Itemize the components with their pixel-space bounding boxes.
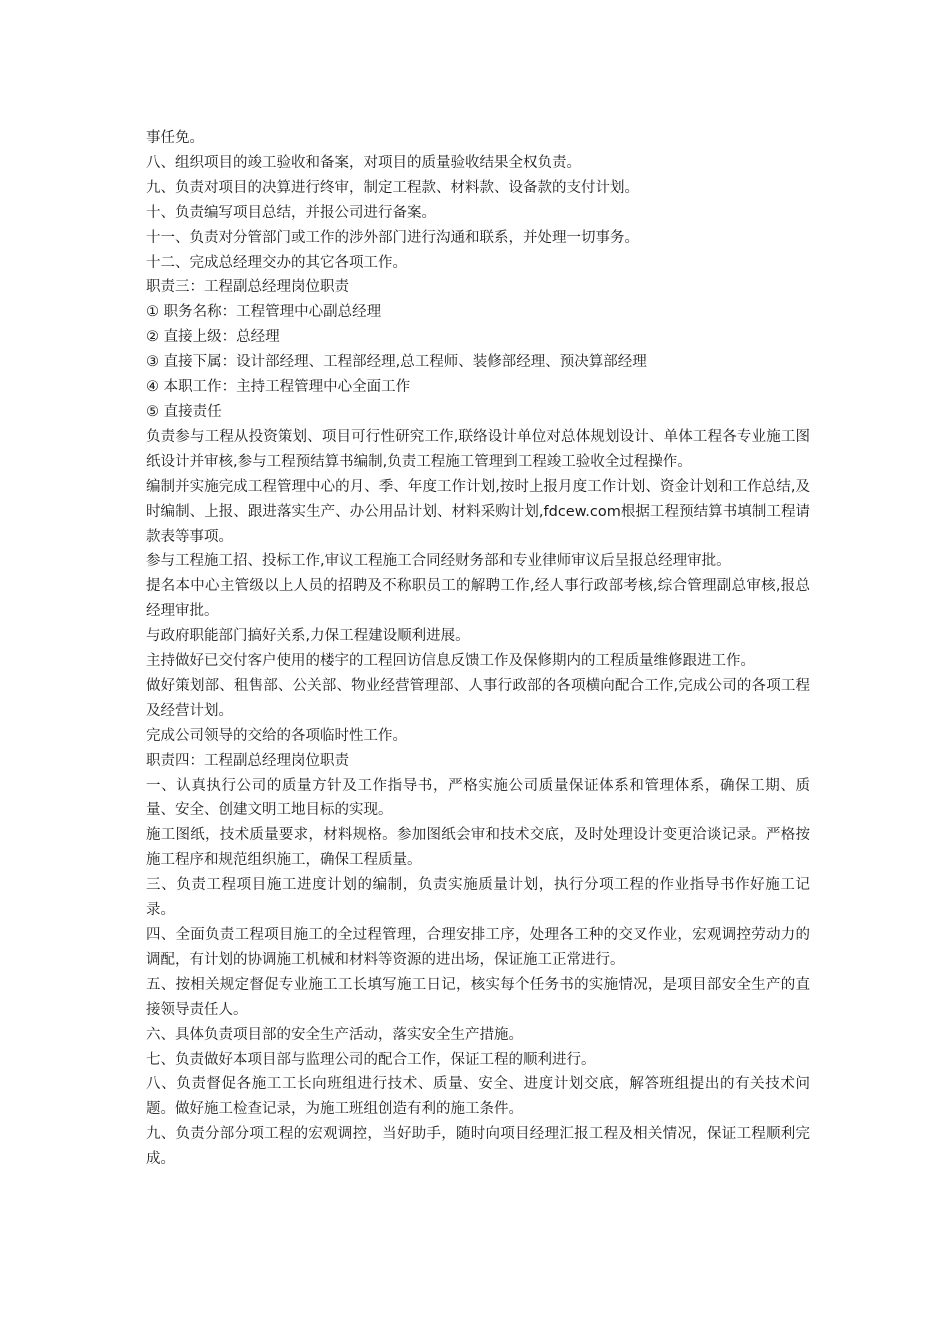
paragraph: 十二、完成总经理交办的其它各项工作。 <box>146 254 407 271</box>
list-item: ① 职务名称：工程管理中心副总经理 <box>146 304 382 321</box>
paragraph: 七、负责做好本项目部与监理公司的配合工作，保证工程的顺利进行。 <box>146 1051 596 1068</box>
paragraph: 参与工程施工招、投标工作,审议工程施工合同经财务部和专业律师审议后呈报总经理审批。 <box>146 553 731 570</box>
paragraph: 完成公司领导的交给的各项临时性工作。 <box>146 727 407 744</box>
list-item: ② 直接上级：总经理 <box>146 329 280 346</box>
paragraph: 五、按相关规定督促专业施工工长填写施工日记，核实每个任务书的实施情况，是项目部安全生产的直接领导责任人。 <box>146 976 810 1018</box>
list-item: ③ 直接下属：设计部经理、工程部经理,总工程师、装修部经理、预决算部经理 <box>146 354 647 371</box>
paragraph: 十一、负责对分管部门或工作的涉外部门进行沟通和联系，并处理一切事务。 <box>146 229 639 246</box>
document-body <box>146 126 810 1172</box>
paragraph: 主持做好已交付客户使用的楼宇的工程回访信息反馈工作及保修期内的工程质量维修跟进工作。 <box>146 653 755 670</box>
paragraph: 九、负责分部分项工程的宏观调控，当好助手，随时向项目经理汇报工程及相关情况，保证工程顺利完成。 <box>146 1126 810 1168</box>
paragraph: 九、负责对项目的决算进行终审，制定工程款、材料款、设备款的支付计划。 <box>146 179 639 196</box>
paragraph: 与政府职能部门搞好关系,力保工程建设顺利进展。 <box>146 628 470 645</box>
paragraph: 六、具体负责项目部的安全生产活动，落实安全生产措施。 <box>146 1026 523 1043</box>
paragraph: 四、全面负责工程项目施工的全过程管理，合理安排工序，处理各工种的交叉作业，宏观调控劳动力的调配，有计划的协调施工机械和材料等资源的进出场，保证施工正常进行。 <box>146 927 810 968</box>
paragraph: 施工图纸，技术质量要求，材料规格。参加图纸会审和技术交底，及时处理设计变更洽谈记录。严格按施工程序和规范组织施工，确保工程质量。 <box>146 827 810 869</box>
paragraph: 十、负责编写项目总结，并报公司进行备案。 <box>146 204 436 221</box>
section-heading: 职责四：工程副总经理岗位职责 <box>146 752 349 769</box>
list-item: ④ 本职工作：主持工程管理中心全面工作 <box>146 379 411 396</box>
paragraph: 一、认真执行公司的质量方针及工作指导书，严格实施公司质量保证体系和管理体系，确保工期、质量、安全、创建文明工地目标的实现。 <box>146 777 810 819</box>
paragraph: 三、负责工程项目施工进度计划的编制，负责实施质量计划，执行分项工程的作业指导书作好施工记录。 <box>146 877 810 919</box>
paragraph: 八、负责督促各施工工长向班组进行技术、质量、安全、进度计划交底，解答班组提出的有关技术问题。做好施工检查记录，为施工班组创造有利的施工条件。 <box>146 1076 810 1118</box>
paragraph: 做好策划部、租售部、公关部、物业经营管理部、人事行政部的各项横向配合工作,完成公司的各项工程及经营计划。 <box>146 677 810 719</box>
list-item: ⑤ 直接责任 <box>146 403 222 420</box>
paragraph: 事任免。 <box>146 130 204 146</box>
section-heading: 职责三：工程副总经理岗位职责 <box>146 279 349 296</box>
paragraph: 负责参与工程从投资策划、项目可行性研究工作,联络设计单位对总体规划设计、单体工程各专业施工图纸设计并审核,参与工程预结算书编制,负责工程施工管理到工程竣工验收全过程操作。 <box>146 428 810 470</box>
paragraph: 提名本中心主管级以上人员的招聘及不称职员工的解聘工作,经人事行政部考核,综合管理副总审核,报总经理审批。 <box>146 578 810 620</box>
paragraph: 八、组织项目的竣工验收和备案，对项目的质量验收结果全权负责。 <box>146 154 581 171</box>
paragraph: 编制并实施完成工程管理中心的月、季、年度工作计划,按时上报月度工作计划、资金计划和工作总结,及时编制、上报、跟进落实生产、办公用品计划、材料采购计划,fdcew.com根据工程预结算书填制工程请款表等事项。 <box>146 478 810 545</box>
